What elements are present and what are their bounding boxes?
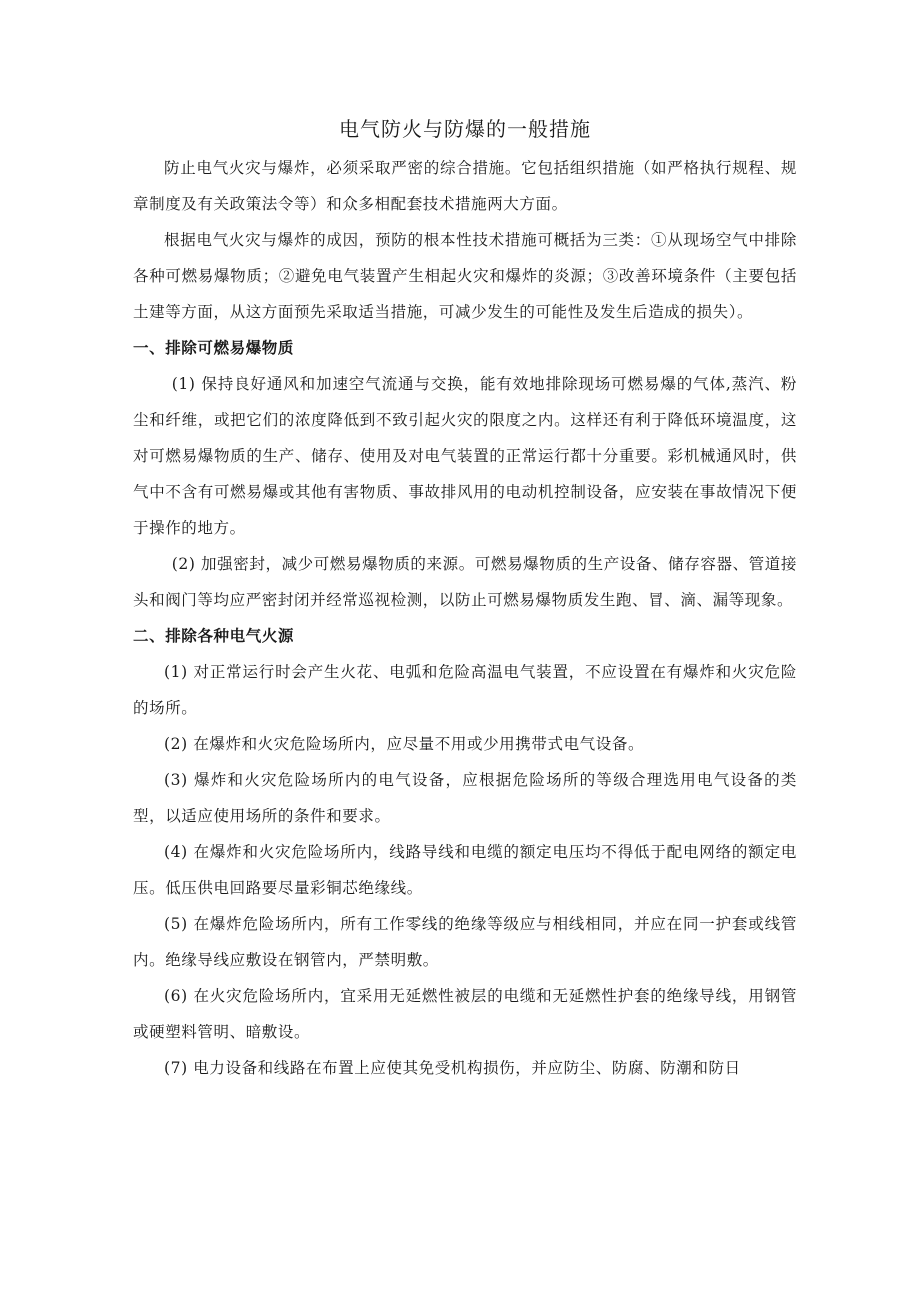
section-heading-1: 一、排除可燃易爆物质	[133, 338, 295, 357]
section2-item-1: (1) 对正常运行时会产生火花、电弧和危险高温电气装置，不应设置在有爆炸和火灾危险的场所。	[133, 663, 797, 717]
document-page	[133, 112, 797, 1086]
intro-paragraph-2: 根据电气火灾与爆炸的成因，预防的根本性技术措施可概括为三类：①从现场空气中排除各种可燃易爆物质；②避免电气装置产生相起火灾和爆炸的炎源；③改善环境条件（主要包括土建等方面，从这方面预先采取适当措施，可减少发生的可能性及发生后造成的损失）。	[133, 231, 797, 321]
section1-item-2: (2) 加强密封，减少可燃易爆物质的来源。可燃易爆物质的生产设备、储存容器、管道接头和阀门等均应严密封闭并经常巡视检测，以防止可燃易爆物质发生跑、冒、滴、漏等现象。	[133, 555, 797, 609]
document-title: 电气防火与防爆的一般措施	[339, 117, 591, 141]
intro-paragraph-1: 防止电气火灾与爆炸，必须采取严密的综合措施。它包括组织措施（如严格执行规程、规章制度及有关政策法令等）和众多相配套技术措施两大方面。	[133, 159, 797, 213]
section2-item-5: (5) 在爆炸危险场所内，所有工作零线的绝缘等级应与相线相同，并应在同一护套或线管内。绝缘导线应敷设在钢管内，严禁明敷。	[133, 915, 797, 969]
section2-item-7: (7) 电力设备和线路在布置上应使其免受机构损伤，并应防尘、防腐、防潮和防日	[164, 1059, 741, 1077]
section1-item-1: (1) 保持良好通风和加速空气流通与交换，能有效地排除现场可燃易爆的气体,蒸汽、粉尘和纤维，或把它们的浓度降低到不致引起火灾的限度之内。这样还有利于降低环境温度，这对可燃易爆物质的生产、储存、使用及对电气装置的正常运行都十分重要。彩机械通风时，供气中不含有可燃易爆或其他有害物质、事故排风用的电动机控制设备，应安装在事故情况下便于操作的地方。	[133, 375, 797, 537]
section2-item-6: (6) 在火灾危险场所内，宜采用无延燃性被层的电缆和无延燃性护套的绝缘导线，用钢管或硬塑料管明、暗敷设。	[133, 987, 797, 1041]
section2-item-2: (2) 在爆炸和火灾危险场所内，应尽量不用或少用携带式电气设备。	[164, 735, 645, 753]
section2-item-4: (4) 在爆炸和火灾危险场所内，线路导线和电缆的额定电压均不得低于配电网络的额定电压。低压供电回路要尽量彩铜芯绝缘线。	[133, 843, 797, 897]
section-heading-2: 二、排除各种电气火源	[133, 626, 295, 645]
section2-item-3: (3) 爆炸和火灾危险场所内的电气设备，应根据危险场所的等级合理选用电气设备的类型，以适应使用场所的条件和要求。	[133, 771, 797, 825]
